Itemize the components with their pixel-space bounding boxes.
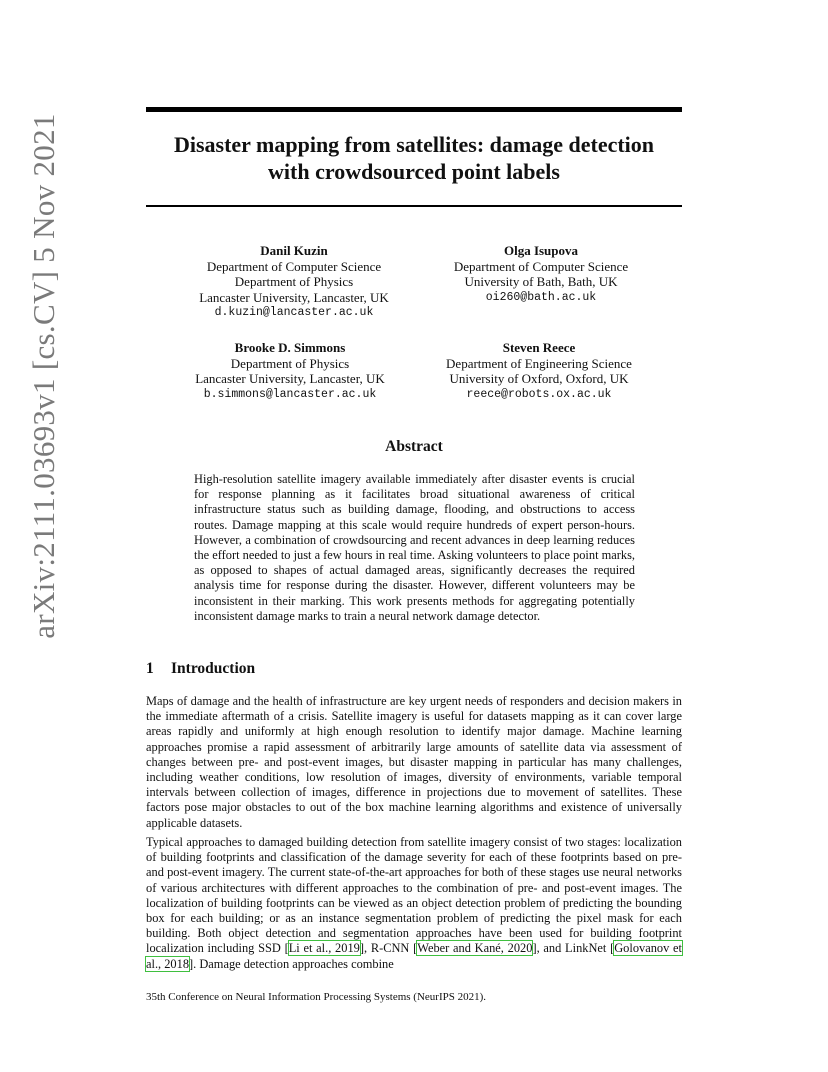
arxiv-identifier: arXiv:2111.03693v1 [cs.CV] 5 Nov 2021 <box>26 113 61 639</box>
citation-link-weber-2020[interactable]: Weber and Kané, 2020 <box>417 941 533 956</box>
section-heading-introduction <box>146 660 255 678</box>
author-affiliation: Department of Physics <box>234 274 354 289</box>
paragraph-text: ]. Damage detection approaches combine <box>189 956 394 971</box>
section-number: 1 <box>146 660 154 677</box>
author-name: Danil Kuzin <box>260 243 328 258</box>
conference-footnote: 35th Conference on Neural Information Processing Systems (NeurIPS 2021). <box>146 991 487 1003</box>
paper-title <box>146 131 682 185</box>
citation-link-golovanov-2018[interactable]: Golovanov et al., 2018 <box>146 941 682 971</box>
author-affiliation: Department of Computer Science <box>206 258 382 274</box>
paragraph-text: ], and LinkNet [ <box>532 941 615 956</box>
abstract-heading: Abstract <box>385 438 443 455</box>
paragraph-text: Typical approaches to damaged building detection from satellite imagery consist of two stages: localization of building footprints and classification of the damage severity for each of these footprints based on pre- and post-event imagery. The current state-of-the-art approaches for both of these stages use neural networks of various architectures with different approaches to the combination of pre- and post-event images. The localization of building footprints can be viewed as an object detection problem of predicting the bounding box for each building; or as an instance segmentation problem of predicting the pixel mask for each building. Both object detection and segmentation approaches have been used for building footprint localization including SSD [ <box>146 835 682 956</box>
author-email[interactable]: reece@robots.ox.ac.uk <box>466 387 612 401</box>
intro-paragraph-1: Maps of damage and the health of infrastructure are key urgent needs of responders and decision makers in the immediate aftermath of a crisis. Satellite imagery is useful for datasets mapping as it can cover large areas rapidly and uniformly at high enough resolution to identify major damage. Machine learning approaches promise a rapid assessment of arbitrarily large amounts of satellite data via assessment of changes between pre- and post-event images, but disaster mapping in particular has many challenges, including weather conditions, low resolution of images, diversity of environments, variable temporal intervals between collection of images, difference in projections due to movement of satellites. These factors pose major obstacles to out of the box machine learning algorithms and existence of universally applicable datasets. <box>146 694 682 830</box>
title-top-rule <box>146 107 682 112</box>
citation-link-li-2019[interactable]: Li et al., 2019 <box>288 941 360 956</box>
author-affiliation: University of Bath, Bath, UK <box>464 274 618 289</box>
author-block-isupova <box>411 243 671 305</box>
author-email[interactable]: oi260@bath.ac.uk <box>485 290 597 304</box>
title-line-1: Disaster mapping from satellites: damage detection <box>173 132 655 157</box>
paragraph-text: ], R-CNN [ <box>359 941 418 956</box>
intro-paragraph-2 <box>146 835 682 972</box>
abstract-text: High-resolution satellite imagery available immediately after disaster events is crucial for response planning as it facilitates broad situational awareness of critical infrastructure status such as building damage, flooding, and obstructions to access routes. Damage mapping at this scale would require hundreds of expert person-hours. However, a combination of crowdsourcing and recent advances in deep learning reduces the effort needed to just a few hours in real time. Asking volunteers to place point marks, as opposed to shapes of actual damaged areas, significantly decreases the required analysis time for response during the disaster. However, different volunteers may be inconsistent in their marking. This work presents methods for aggregating potentially inconsistent damage marks to train a neural network damage detector. <box>194 472 635 623</box>
section-title: Introduction <box>171 660 256 677</box>
author-affiliation: Lancaster University, Lancaster, UK <box>195 371 385 386</box>
author-block-reece <box>409 340 669 402</box>
author-affiliation: Lancaster University, Lancaster, UK <box>199 289 389 305</box>
title-bottom-rule <box>146 205 682 207</box>
author-name: Olga Isupova <box>503 243 579 258</box>
author-affiliation: Department of Physics <box>230 355 350 371</box>
author-affiliation: University of Oxford, Oxford, UK <box>449 371 629 386</box>
author-block-simmons <box>160 340 420 402</box>
author-block-kuzin <box>164 243 424 321</box>
author-email[interactable]: b.simmons@lancaster.ac.uk <box>203 387 377 401</box>
author-affiliation: Department of Computer Science <box>453 258 629 274</box>
author-email[interactable]: d.kuzin@lancaster.ac.uk <box>214 306 374 319</box>
author-name: Steven Reece <box>502 340 576 355</box>
author-name: Brooke D. Simmons <box>234 340 346 355</box>
author-affiliation: Department of Engineering Science <box>446 355 632 371</box>
title-line-2: with crowdsourced point labels <box>268 159 560 184</box>
